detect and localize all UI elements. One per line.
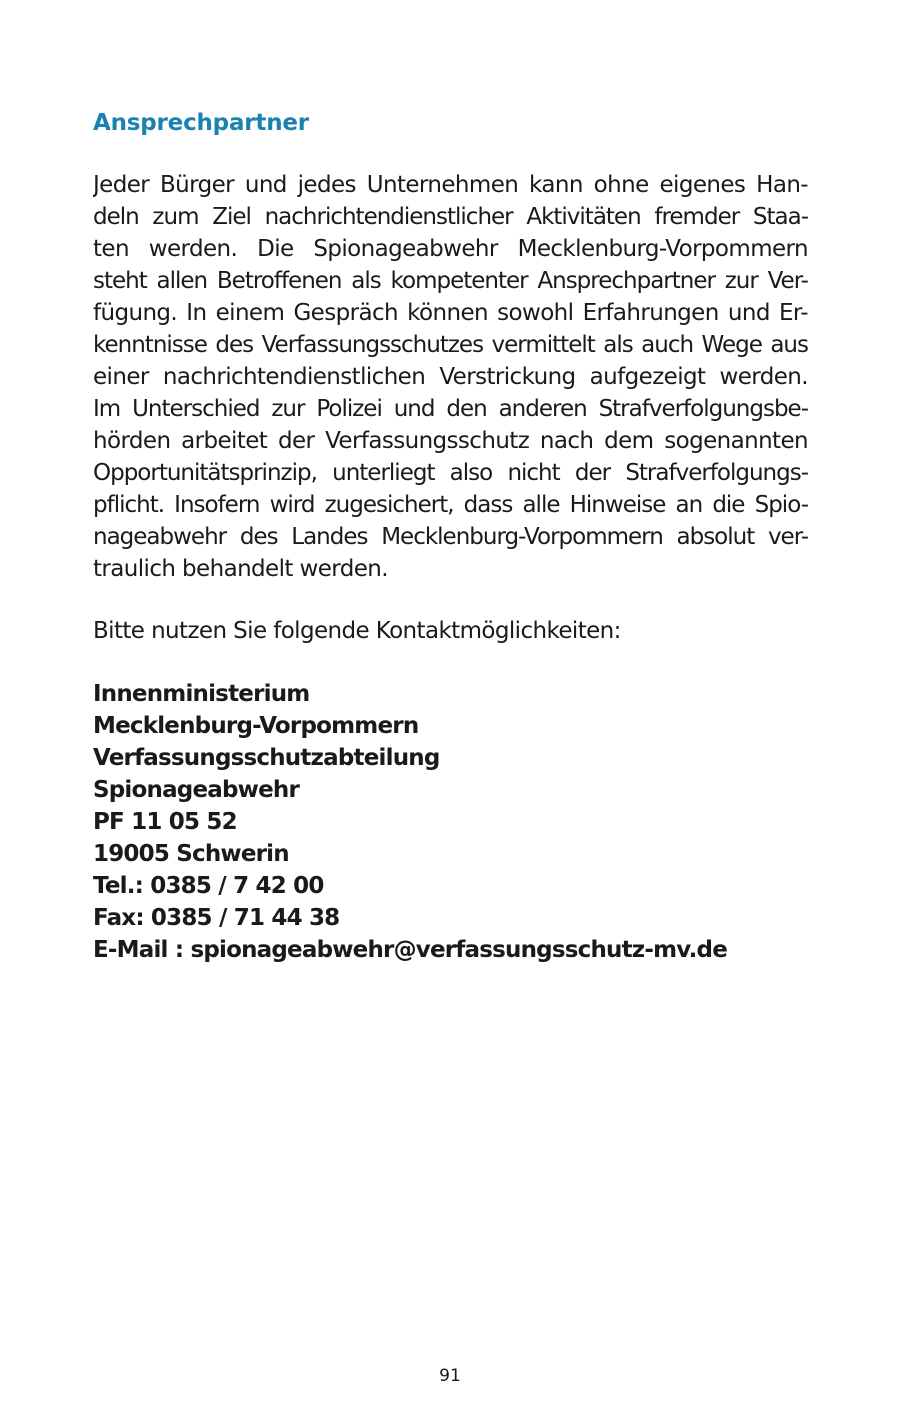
contact-organization: Innenministerium: [93, 681, 310, 707]
paragraph-line: traulich behandelt werden.: [93, 556, 388, 582]
contact-block: [93, 678, 808, 966]
paragraph-line: nageabwehr des Landes Mecklenburg-Vorpommern absolut ver-: [93, 524, 808, 550]
paragraph-line: hörden arbeitet der Verfassungsschutz nach dem sogenannten: [93, 428, 808, 454]
contact-unit: Spionageabwehr: [93, 777, 300, 803]
section-heading: Ansprechpartner: [93, 110, 309, 136]
contact-city: 19005 Schwerin: [93, 841, 289, 867]
paragraph-line: Jeder Bürger und jedes Unternehmen kann ohne eigenes Han-: [93, 172, 808, 198]
paragraph-line: deln zum Ziel nachrichtendienstlicher Aktivitäten fremder Staa-: [93, 204, 808, 230]
paragraph-line: kenntnisse des Verfassungsschutzes vermittelt als auch Wege aus: [93, 332, 808, 358]
paragraph-line: Im Unterschied zur Polizei und den anderen Strafverfolgungsbe-: [93, 396, 808, 422]
paragraph-line: Opportunitätsprinzip, unterliegt also nicht der Strafverfolgungs-: [93, 460, 808, 486]
paragraph-line: ten werden. Die Spionageabwehr Mecklenburg-Vorpommern: [93, 236, 808, 262]
contact-state: Mecklenburg-Vorpommern: [93, 713, 419, 739]
contact-intro: Bitte nutzen Sie folgende Kontaktmöglichkeiten:: [93, 618, 621, 644]
contact-po-box: PF 11 05 52: [93, 809, 237, 835]
page-number: 91: [439, 1366, 461, 1386]
contact-fax: Fax: 0385 / 71 44 38: [93, 905, 340, 931]
contact-email: E-Mail : spionageabwehr@verfassungsschutz-mv.de: [93, 937, 728, 963]
contact-phone: Tel.: 0385 / 7 42 00: [93, 873, 324, 899]
contact-department: Verfassungsschutzabteilung: [93, 745, 440, 771]
body-paragraph: [93, 169, 808, 585]
paragraph-line: pflicht. Insofern wird zugesichert, dass alle Hinweise an die Spio-: [93, 492, 808, 518]
paragraph-line: fügung. In einem Gespräch können sowohl Erfahrungen und Er-: [93, 300, 808, 326]
paragraph-line: einer nachrichtendienstlichen Verstrickung aufgezeigt werden.: [93, 364, 808, 390]
paragraph-line: steht allen Betroffenen als kompetenter Ansprechpartner zur Ver-: [93, 268, 808, 294]
